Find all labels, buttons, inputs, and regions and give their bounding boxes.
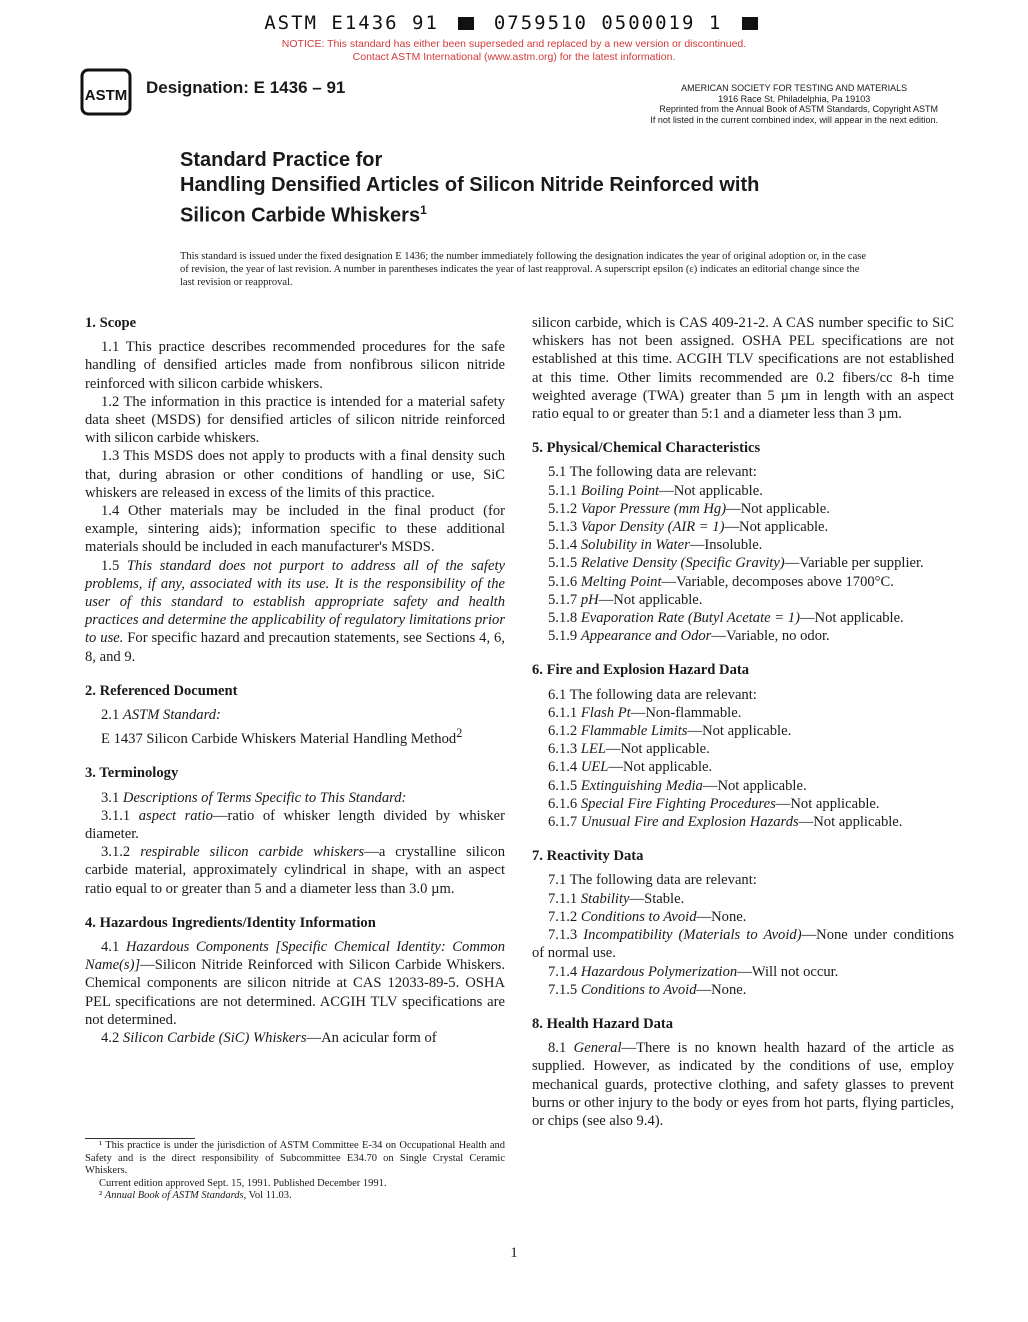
title-line-1: Standard Practice for bbox=[180, 149, 383, 171]
paragraph: 2.1 ASTM Standard: bbox=[101, 707, 221, 724]
paragraph: 5.1 The following data are relevant: bbox=[548, 464, 757, 481]
list-item: 7.1.2 Conditions to Avoid—None. bbox=[548, 908, 747, 925]
scan-header-left: ASTM E1436 91 bbox=[264, 12, 439, 34]
section-heading: 2. Referenced Document bbox=[85, 682, 238, 699]
scan-bar bbox=[742, 17, 758, 30]
publisher-line-3: Reprinted from the Annual Book of ASTM Standards, Copyright ASTM bbox=[659, 104, 938, 114]
section-heading: 1. Scope bbox=[85, 315, 137, 331]
list-item: 5.1.2 Vapor Pressure (mm Hg)—Not applicable. bbox=[548, 500, 830, 517]
section-5-list bbox=[532, 482, 954, 646]
paragraph: 7.1 The following data are relevant: bbox=[548, 872, 757, 889]
footnote-1b: Current edition approved Sept. 15, 1991. Published December 1991. bbox=[99, 1177, 387, 1189]
publisher-info bbox=[650, 83, 938, 125]
list-item: 5.1.3 Vapor Density (AIR = 1)—Not applicable. bbox=[548, 519, 829, 536]
document-title bbox=[180, 148, 900, 229]
section-heading: 7. Reactivity Data bbox=[532, 848, 644, 865]
footnote-1: ¹ This practice is under the jurisdiction of ASTM Committee E-34 on Occupational Health and Safety and is the direct responsibility of Subcommittee E34.70 on Single Crystal Ceramic Whiskers. bbox=[85, 1140, 505, 1176]
paragraph: 4.2 Silicon Carbide (SiC) Whiskers—An acicular form of bbox=[101, 1029, 437, 1046]
paragraph: 1.2 The information in this practice is intended for a material safety data sheet (MSDS) for densified articles of silicon nitride reinforced with silicon carbide whiskers. bbox=[85, 393, 505, 447]
footnote-rule bbox=[85, 1138, 195, 1139]
paragraph: 3.1.1 aspect ratio—ratio of whisker length divided by whisker diameter. bbox=[85, 807, 505, 842]
list-item: 7.1.4 Hazardous Polymerization—Will not occur. bbox=[548, 963, 839, 980]
reference-item: E 1437 Silicon Carbide Whiskers Material Handling Method$^2$ bbox=[101, 726, 463, 748]
astm-logo bbox=[80, 66, 132, 118]
section-heading: 8. Health Hazard Data bbox=[532, 1015, 674, 1032]
title-line-3: Silicon Carbide Whiskers$^1$ bbox=[180, 203, 427, 227]
section-heading: 3. Terminology bbox=[85, 765, 179, 782]
paragraph: 8.1 General—There is no known health hazard of the article as supplied. However, as indicated by the conditions of use, employ mechanical guards, protective clothing, and safety glasses to prevent burns or other injury to the body or eyes from hot parts, flying particles, or chips (see also 9.4). bbox=[532, 1040, 955, 1129]
list-item: 6.1.4 UEL—Not applicable. bbox=[548, 759, 713, 776]
list-item: 7.1.3 Incompatibility (Materials to Avoid)—None under conditions of normal use. bbox=[532, 927, 954, 962]
notice-line-2: Contact ASTM International (www.astm.org) for the latest information. bbox=[352, 51, 676, 63]
list-item: 6.1.6 Special Fire Fighting Procedures—Not applicable. bbox=[548, 795, 880, 812]
footnotes bbox=[85, 1140, 505, 1203]
section-heading: 6. Fire and Explosion Hazard Data bbox=[532, 662, 750, 679]
svg-text:ASTM: ASTM bbox=[84, 87, 128, 104]
scan-header-right: 0759510 0500019 1 bbox=[493, 12, 723, 34]
paragraph: 1.3 This MSDS does not apply to products with a final density such that, during abrasion or other conditions of handling or use, SiC whiskers are released in excess of the limits of this practice. bbox=[85, 448, 505, 501]
footnote-2: ² Annual Book of ASTM Standards, Vol 11.03. bbox=[99, 1190, 292, 1201]
list-item: 7.1.1 Stability—Stable. bbox=[548, 890, 685, 907]
scan-bar bbox=[458, 17, 474, 30]
issued-note: This standard is issued under the fixed designation E 1436; the number immediately following the designation indicates the year of original adoption or, in the case of revision, the year of last revision. A number in parentheses indicates the year of last reapproval. A superscript epsilon (ε) indicates an editorial change since the last revision or reapproval. bbox=[180, 251, 866, 288]
scan-header bbox=[0, 12, 1028, 34]
list-item: 5.1.9 Appearance and Odor—Variable, no odor. bbox=[548, 628, 830, 645]
title-line-2: Handling Densified Articles of Silicon Nitride Reinforced with bbox=[180, 174, 760, 196]
paragraph: 6.1 The following data are relevant: bbox=[548, 686, 757, 703]
list-item: 5.1.7 pH—Not applicable. bbox=[548, 591, 703, 608]
paragraph: 4.1 Hazardous Components [Specific Chemical Identity: Common Name(s)]—Silicon Nitride Reinforced with Silicon Carbide Whiskers. Chemical components are silicon nitride at CAS 12033-89-5. OSHA PEL specifications are not determined. ACGIH TLV specifications are not determined. bbox=[85, 938, 505, 1028]
section-6-list bbox=[532, 704, 954, 831]
section-heading: 4. Hazardous Ingredients/Identity Information bbox=[85, 914, 376, 931]
paragraph: 1.4 Other materials may be included in the final product (for example, sintering aids); information specific to these additional materials should be included in each manufacturer's MSDS. bbox=[85, 503, 505, 556]
list-item: 5.1.6 Melting Point—Variable, decomposes above 1700°C. bbox=[548, 573, 894, 590]
paragraph-continuation: silicon carbide, which is CAS 409-21-2. A CAS number specific to SiC whiskers has not been assigned. OSHA PEL specifications are not established at this time. ACGIH TLV specifications are not established at this time. Other limits recommended are 0.2 fibers/cc 8-h time weighted average (TWA) greater than 5 µm in length with an aspect ratio equal to or greater than 5:1 and a diameter less than 3 µm. bbox=[532, 315, 954, 423]
list-item: 5.1.8 Evaporation Rate (Butyl Acetate = 1)—Not applicable. bbox=[548, 610, 904, 627]
notice-line-1: NOTICE: This standard has either been superseded and replaced by a new version or discontinued. bbox=[281, 38, 747, 50]
paragraph: 3.1 Descriptions of Terms Specific to This Standard: bbox=[101, 789, 407, 806]
list-item: 6.1.7 Unusual Fire and Explosion Hazards—Not applicable. bbox=[548, 814, 903, 831]
paragraph: 3.1.2 respirable silicon carbide whiskers—a crystalline silicon carbide material, approximately cylindrical in shape, with an aspect ratio equal to or greater than 5 and a diameter less than 3.0 µm. bbox=[85, 844, 505, 897]
publisher-line-4: If not listed in the current combined index, will appear in the next edition. bbox=[650, 114, 938, 125]
section-heading: 5. Physical/Chemical Characteristics bbox=[532, 440, 761, 457]
list-item: 5.1.5 Relative Density (Specific Gravity)—Variable per supplier. bbox=[548, 555, 924, 572]
list-item: 5.1.4 Solubility in Water—Insoluble. bbox=[548, 537, 763, 554]
section-7-list bbox=[532, 890, 954, 999]
paragraph: 1.1 This practice describes recommended procedures for the safe handling of densified articles made from nonfibrous silicon nitride reinforced with silicon carbide whiskers. bbox=[85, 339, 505, 392]
designation: Designation: E 1436 – 91 bbox=[146, 78, 346, 97]
right-column bbox=[532, 314, 954, 1130]
list-item: 5.1.1 Boiling Point—Not applicable. bbox=[548, 482, 763, 499]
list-item: 6.1.2 Flammable Limits—Not applicable. bbox=[548, 723, 792, 740]
title-footnote-mark: 1 bbox=[420, 203, 427, 217]
left-column bbox=[85, 314, 505, 1047]
list-item: 7.1.5 Conditions to Avoid—None. bbox=[548, 981, 747, 998]
paragraph: 1.5 This standard does not purport to address all of the safety problems, if any, associated with its use. It is the responsibility of the user of this standard to establish appropriate safety and health practices and determine the applicability of regulatory limitations prior to use. For specific hazard and precaution statements, see Sections 4, 6, 8, and 9. bbox=[85, 557, 505, 665]
list-item: 6.1.3 LEL—Not applicable. bbox=[548, 741, 710, 758]
page-number: 1 bbox=[510, 1245, 518, 1261]
publisher-line-2: 1916 Race St. Philadelphia, Pa 19103 bbox=[718, 93, 871, 104]
list-item: 6.1.1 Flash Pt—Non-flammable. bbox=[548, 704, 742, 721]
publisher-line-1: AMERICAN SOCIETY FOR TESTING AND MATERIALS bbox=[681, 83, 908, 93]
list-item: 6.1.5 Extinguishing Media—Not applicable. bbox=[548, 777, 807, 794]
